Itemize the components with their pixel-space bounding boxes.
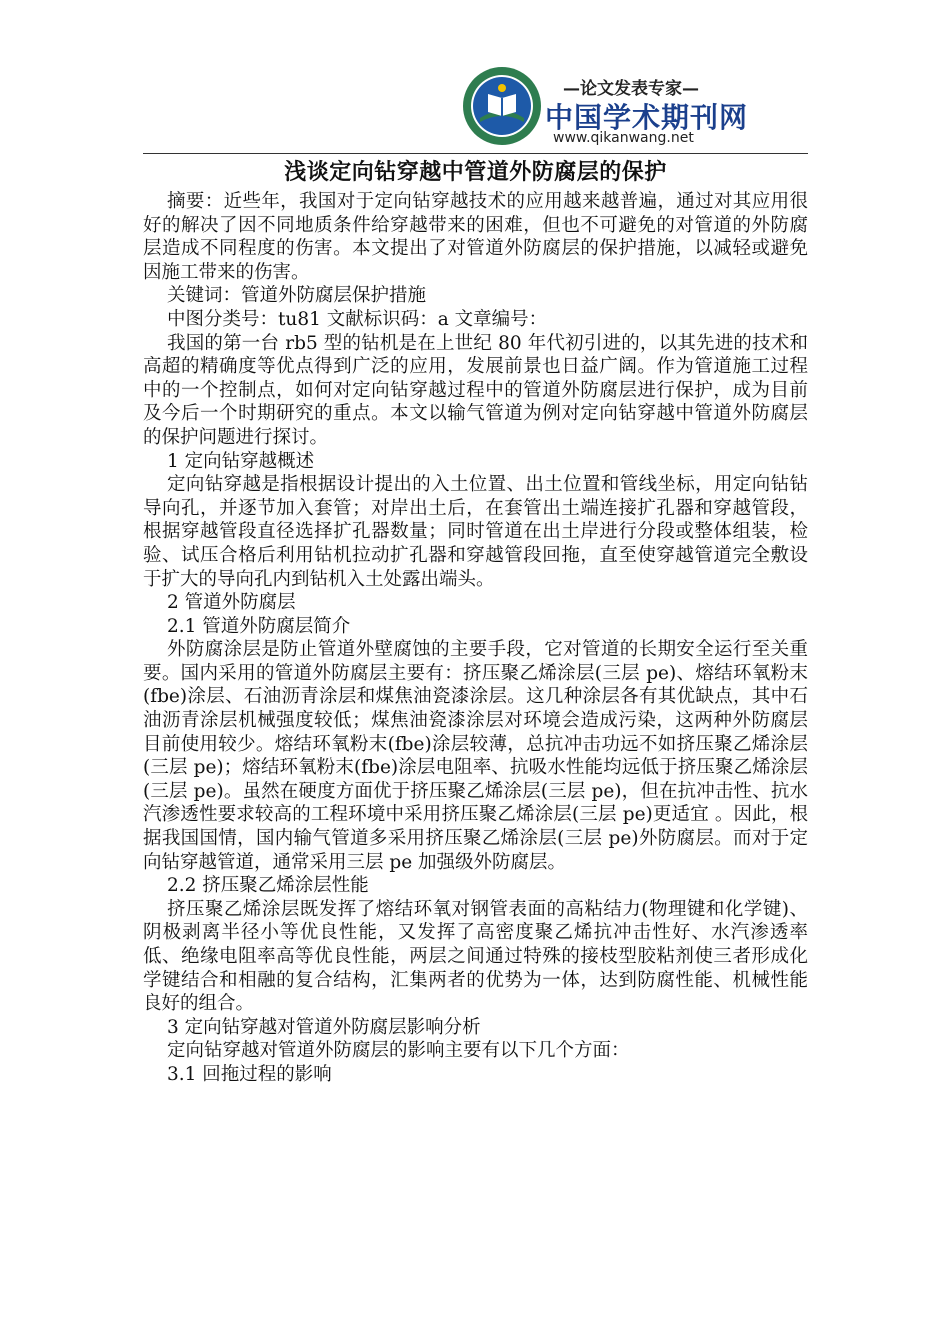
logo-tagline: —论文发表专家—: [563, 79, 699, 99]
article-title: 浅谈定向钻穿越中管道外防腐层的保护: [284, 160, 667, 185]
section-2-2-body: 挤压聚乙烯涂层既发挥了熔结环氧对钢管表面的高粘结力(物理键和化学键)、阴极剥离半径小等优良性能，又发挥了高密度聚乙烯抗冲击性好、水汽渗透率低、绝缘电阻率高等优良性能，两层之间通过特殊的接枝型胶粘剂使三者形成化学键结合和相融的复合结构，汇集两者的优势为一体，达到防腐性能、机械性能良好的组合。: [143, 898, 808, 1015]
header-divider: [143, 153, 808, 154]
section-3-body: 定向钻穿越对管道外防腐层的影响主要有以下几个方面：: [167, 1040, 630, 1062]
logo-brand: 中国学术期刊网: [545, 101, 749, 134]
section-1-body: 定向钻穿越是指根据设计提出的入土位置、出土位置和管线坐标，用定向钻钻导向孔，并逐节加入套管；对岸出土后，在套管出土端连接扩孔器和穿越管段，根据穿越管段直径选择扩孔器数量；同时管道在出土岸进行分段或整体组装，检验、试压合格后利用钻机拉动扩孔器和穿越管段回拖，直至使穿越管道完全敷设于扩大的导向孔内到钻机入土处露出端头。: [143, 474, 808, 590]
section-1-heading: 1 定向钻穿越概述: [167, 450, 315, 472]
qikanwang-seal-icon: [462, 66, 542, 146]
article-body: [143, 158, 808, 1087]
classification-line: 中图分类号：tu81 文献标识码：a 文章编号：: [167, 308, 548, 330]
section-2-heading: 2 管道外防腐层: [167, 592, 296, 614]
logo-url: www.qikanwang.net: [553, 130, 694, 146]
abstract: 摘要：近些年，我国对于定向钻穿越技术的应用越来越普遍，通过对其应用很好的解决了因不同地质条件给穿越带来的困难，但也不可避免的对管道的外防腐层造成不同程度的伤害。本文提出了对管道外防腐层的保护措施，以减轻或避免因施工带来的伤害。: [143, 191, 808, 283]
section-3-1-heading: 3.1 回拖过程的影响: [167, 1063, 332, 1085]
keywords: 关键词：管道外防腐层保护措施: [167, 285, 427, 307]
section-3-heading: 3 定向钻穿越对管道外防腐层影响分析: [167, 1016, 481, 1038]
section-2-1-body: 外防腐涂层是防止管道外壁腐蚀的主要手段，它对管道的长期安全运行至关重要。国内采用的管道外防腐层主要有：挤压聚乙烯涂层(三层 pe)、熔结环氧粉末(fbe)涂层、石油沥青涂层和煤焦油瓷漆涂层。这几种涂层各有其优缺点，其中石油沥青涂层机械强度较低；煤焦油瓷漆涂层对环境会造成污染，这两种外防腐层目前使用较少。熔结环氧粉末(fbe)涂层较薄，总抗冲击功远不如挤压聚乙烯涂层(三层 pe)；熔结环氧粉末(fbe)涂层电阻率、抗吸水性能均远低于挤压聚乙烯涂层(三层 pe)。虽然在硬度方面优于挤压聚乙烯涂层(三层 pe)，但在抗冲击性、抗水汽渗透性要求较高的工程环境中采用挤压聚乙烯涂层(三层 pe)更适宜 。因此，根据我国国情，国内输气管道多采用挤压聚乙烯涂层(三层 pe)外防腐层。而对于定向钻穿越管道，通常采用三层 pe 加强级外防腐层。: [143, 639, 808, 873]
intro-paragraph: 我国的第一台 rb5 型的钻机是在上世纪 80 年代初引进的，以其先进的技术和高超的精确度等优点得到广泛的应用，发展前景也日益广阔。作为管道施工过程中的一个控制点，如何对定向钻穿越过程中的管道外防腐层进行保护，成为目前及今后一个时期研究的重点。本文以输气管道为例对定向钻穿越中管道外防腐层的保护问题进行探讨。: [143, 332, 808, 448]
section-2-2-heading: 2.2 挤压聚乙烯涂层性能: [167, 875, 369, 897]
site-logo: [545, 74, 749, 146]
section-2-1-heading: 2.1 管道外防腐层简介: [167, 615, 351, 637]
page-header: [0, 0, 950, 160]
